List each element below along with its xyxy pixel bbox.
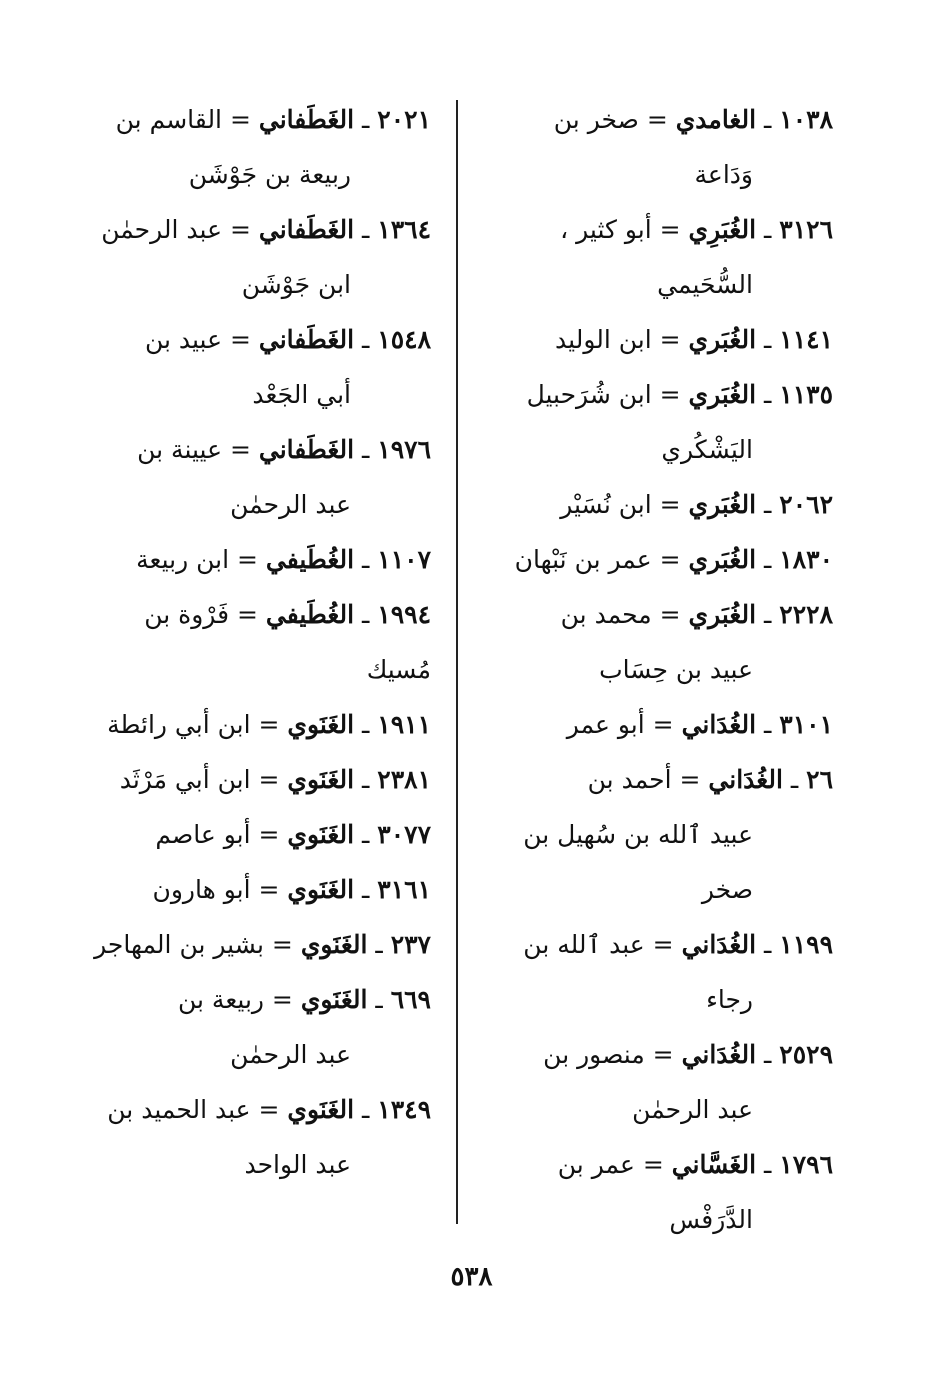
entry-number: ١٩١١ [377,710,431,739]
entry-nisba: الغَطَفاني [258,325,355,354]
entry-number: ١١٣٥ [779,380,833,409]
entry-continuation: عبد الرحمٰن [230,490,351,519]
entry-name: أبو عمر [566,710,645,739]
index-entry: ١١٩٩ ـ الغُدَاني = عبد ٱلله بن رجاء [478,917,833,1027]
entry-continuation: اليَشْكُري [661,435,753,464]
index-entry: ١١٣٥ ـ الغُبَري = ابن شُرَحبيل اليَشْكُري [478,367,833,477]
entry-name: عبد ٱلله بن [523,930,645,959]
entry-nisba: الغامدي [675,105,757,134]
entry-nisba: الغُبَري [688,325,757,354]
entry-name: منصور بن [543,1040,645,1069]
index-entry: ٣١٦١ ـ الغَنَوي = أبو هارون [152,875,431,904]
entry-name: ابن أبي مَرْثَد [119,765,251,794]
entry-name: فَرْوة بن مُسيك [144,600,431,684]
column-divider [456,100,458,1224]
index-entry: ١٩٩٤ ـ الغُطَيفي = فَرْوة بن مُسيك [144,600,431,684]
entry-continuation: رجاء [706,985,753,1014]
right-column [478,92,833,1247]
entry-number: ١٣٤٩ [377,1095,431,1124]
entry-continuation: عبيد ٱلله بن سُهيل بن صخر [523,820,753,904]
entry-nisba: الغَطَفاني [258,215,355,244]
entry-nisba: الغُبَرِي [688,215,757,244]
entry-nisba: الغَنَوي [300,930,368,959]
page-number: ٥٣٨ [450,1262,493,1292]
entry-number: ٣١٠١ [779,710,833,739]
entry-nisba: الغَنَوي [287,820,355,849]
entry-nisba: الغَطَفاني [258,105,355,134]
entry-continuation: السُّحَيمي [657,270,753,299]
index-entry: ١٣٤٩ ـ الغَنَوي = عبد الحميد بن عبد الواحد [76,1082,431,1192]
entry-name: أحمد بن [587,765,672,794]
entry-nisba: الغُدَاني [681,1040,757,1069]
entry-nisba: الغُطَيفي [265,545,355,574]
entry-nisba: الغَنَوي [287,710,355,739]
index-entry: ١٠٣٨ ـ الغامدي = صخر بن وَدَاعة [478,92,833,202]
entry-number: ١٥٤٨ [377,325,431,354]
index-entry: ١٨٣٠ ـ الغُبَري = عمر بن نَبْهان [514,545,833,574]
entry-continuation: عبد الرحمٰن [632,1095,753,1124]
entry-name: أبو هارون [152,875,251,904]
entry-name: محمد بن [560,600,652,629]
left-column [76,92,431,1192]
entry-number: ٢٣٧ [390,930,431,959]
index-entry: ٢٢٢٨ ـ الغُبَري = محمد بن عبيد بن حِسَاب [478,587,833,697]
entry-number: ١٩٧٦ [377,435,431,464]
entry-nisba: الغَنَوي [300,985,368,1014]
entry-name: القاسم بن [115,105,223,134]
entry-nisba: الغَنَوي [287,765,355,794]
index-entry: ٢٦ ـ الغُدَاني = أحمد بن عبيد ٱلله بن سُهيل بن صخر [478,752,833,917]
index-entry: ٣١٢٦ ـ الغُبَرِي = أبو كثير ، السُّحَيمي [478,202,833,312]
index-entry: ١٥٤٨ ـ الغَطَفاني = عبيد بن أبي الجَعْد [76,312,431,422]
entry-name: ابن شُرَحبيل [526,380,652,409]
entry-number: ٢٥٢٩ [779,1040,833,1069]
entry-number: ٦٦٩ [390,985,431,1014]
entry-number: ١٠٣٨ [779,105,833,134]
entry-number: ٣١٦١ [377,875,431,904]
entry-name: بشير بن المهاجر [94,930,264,959]
entry-continuation: عبيد بن حِسَاب [599,655,753,684]
entry-nisba: الغُبَري [688,545,757,574]
entry-continuation: عبد الواحد [244,1150,351,1179]
index-entry: ٢٥٢٩ ـ الغُدَاني = منصور بن عبد الرحمٰن [478,1027,833,1137]
entry-nisba: الغُبَري [688,380,757,409]
index-entry: ١٧٩٦ ـ الغَسَّاني = عمر بن الدَّرَفْس [478,1137,833,1247]
index-entry: ٢٠٦٢ ـ الغُبَري = ابن نُسَيْر [560,490,833,519]
entry-nisba: الغُدَاني [708,765,783,794]
entry-nisba: الغُبَري [688,490,757,519]
entry-continuation: أبي الجَعْد [252,380,351,409]
entry-continuation: ابن جَوْشَن [241,270,351,299]
entry-name: أبو عاصم [155,820,251,849]
index-entry: ٢٣٨١ ـ الغَنَوي = ابن أبي مَرْثَد [119,765,431,794]
entry-name: ابن أبي رائطة [107,710,251,739]
entry-number: ١٨٣٠ [779,545,833,574]
index-entry: ١٣٦٤ ـ الغَطَفاني = عبد الرحمٰن ابن جَوْشَن [76,202,431,312]
entry-number: ١٧٩٦ [779,1150,833,1179]
entry-name: عبد الرحمٰن [101,215,223,244]
entry-nisba: الغُطَيفي [265,600,355,629]
entry-name: ابن الوليد [555,325,652,354]
entry-nisba: الغَسَّاني [671,1150,757,1179]
entry-name: عيينة بن [137,435,223,464]
index-entry: ٣١٠١ ـ الغُدَاني = أبو عمر [566,710,833,739]
entry-name: صخر بن [553,105,639,134]
index-entry: ٣٠٧٧ ـ الغَنَوي = أبو عاصم [155,820,431,849]
index-entry: ١٩٧٦ ـ الغَطَفاني = عيينة بن عبد الرحمٰن [76,422,431,532]
entry-continuation: عبد الرحمٰن [230,1040,351,1069]
entry-number: ٣١٢٦ [779,215,833,244]
entry-continuation: وَدَاعة [694,160,753,189]
entry-nisba: الغُدَاني [681,710,757,739]
entry-number: ٢٢٢٨ [779,600,833,629]
entry-name: أبو كثير ، [560,215,652,244]
entry-number: ١١٩٩ [779,930,833,959]
entry-name: ربيعة بن [178,985,264,1014]
entry-continuation: ربيعة بن جَوْشَن [188,160,351,189]
entry-number: ١٣٦٤ [377,215,431,244]
entry-name: ابن نُسَيْر [560,490,652,519]
entry-nisba: الغَنَوي [287,1095,355,1124]
entry-number: ٢٣٨١ [377,765,431,794]
entry-number: ٢٠٦٢ [779,490,833,519]
entry-nisba: الغَنَوي [287,875,355,904]
entry-nisba: الغُبَري [688,600,757,629]
entry-number: ٢٠٢١ [377,105,431,134]
index-entry: ٦٦٩ ـ الغَنَوي = ربيعة بن عبد الرحمٰن [76,972,431,1082]
entry-number: ٣٠٧٧ [377,820,431,849]
entry-number: ٢٦ [806,765,833,794]
entry-name: ابن ربيعة [136,545,230,574]
entry-nisba: الغَطَفاني [258,435,355,464]
entry-nisba: الغُدَاني [681,930,757,959]
index-entry: ١١٠٧ ـ الغُطَيفي = ابن ربيعة [136,545,431,574]
entry-continuation: الدَّرَفْس [669,1205,753,1234]
index-entry: ١١٤١ ـ الغُبَري = ابن الوليد [555,325,833,354]
entry-number: ١١٠٧ [377,545,431,574]
index-entry: ٢٠٢١ ـ الغَطَفاني = القاسم بن ربيعة بن جَوْشَن [76,92,431,202]
entry-number: ١٩٩٤ [377,600,431,629]
entry-number: ١١٤١ [779,325,833,354]
entry-name: عبيد بن [144,325,223,354]
entry-name: عمر بن [557,1150,635,1179]
entry-name: عمر بن نَبْهان [514,545,652,574]
entry-name: عبد الحميد بن [107,1095,251,1124]
index-entry: ٢٣٧ ـ الغَنَوي = بشير بن المهاجر [94,930,431,959]
index-entry: ١٩١١ ـ الغَنَوي = ابن أبي رائطة [107,710,431,739]
